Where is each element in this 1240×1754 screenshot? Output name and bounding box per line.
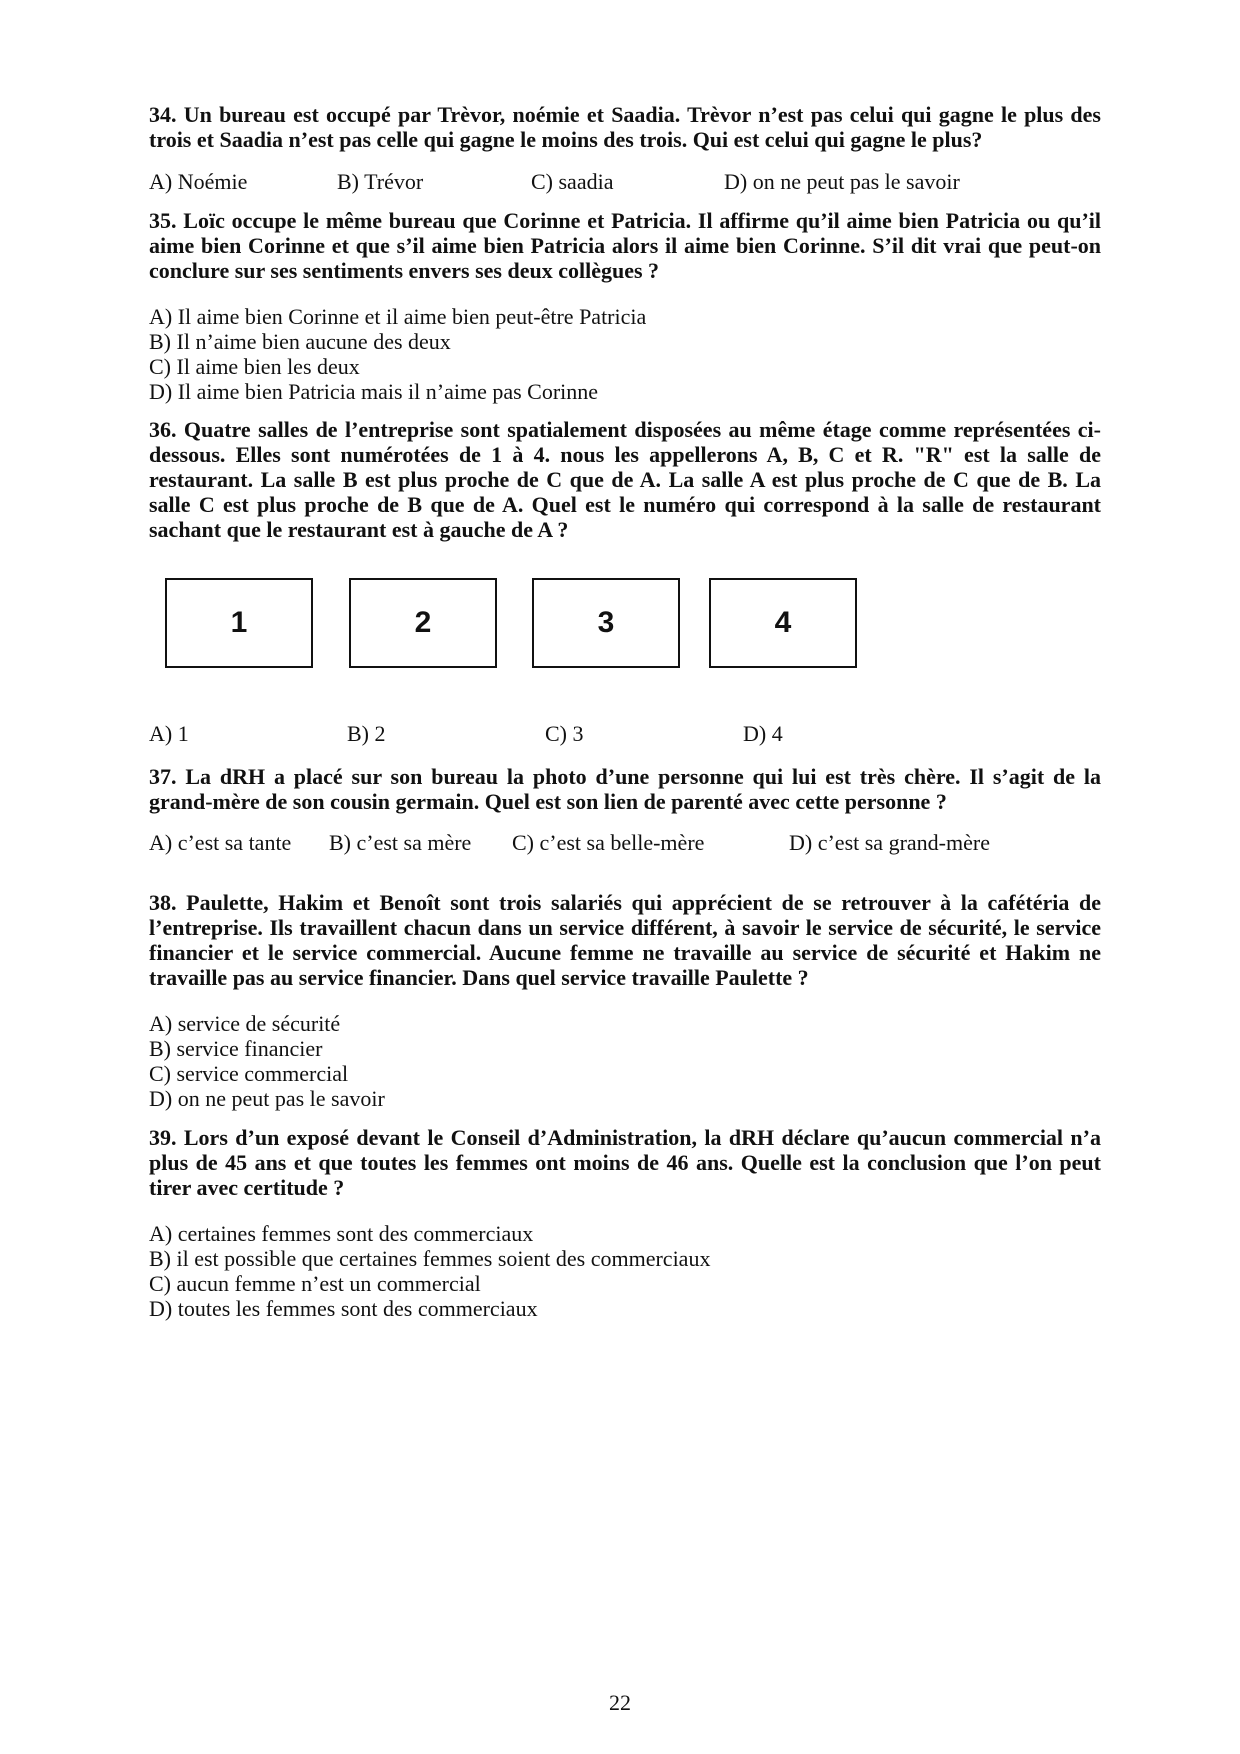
option-b: B) Il n’aime bien aucune des deux	[149, 329, 451, 354]
room-1: 1	[165, 578, 313, 668]
question-39-options	[149, 1221, 1101, 1321]
question-39	[149, 1125, 1101, 1321]
room-diagram	[149, 578, 1101, 670]
question-39-text: 39. Lors d’un exposé devant le Conseil d’Administration, la dRH déclare qu’aucun commercial n’a plus de 45 ans et que toutes les femmes ont moins de 46 ans. Quelle est la conclusion que l’on peut tirer avec certitude ?	[149, 1125, 1101, 1200]
option-d: D) on ne peut pas le savoir	[724, 169, 960, 194]
room-3: 3	[532, 578, 680, 668]
option-d: D) Il aime bien Patricia mais il n’aime pas Corinne	[149, 379, 599, 404]
page-number: 22	[609, 1690, 631, 1715]
question-35	[149, 208, 1101, 404]
option-c: C) saadia	[531, 169, 614, 194]
question-38	[149, 890, 1101, 1111]
option-b: B) Trévor	[337, 169, 424, 194]
option-b: B) c’est sa mère	[329, 830, 472, 855]
question-35-text: 35. Loïc occupe le même bureau que Corinne et Patricia. Il affirme qu’il aime bien Patricia ou qu’il aime bien Corinne et que s’il aime bien Patricia alors il aime bien Corinne. S’il dit vrai que peut-on conclure sur ses sentiments envers ses deux collègues ?	[149, 208, 1101, 283]
question-36-text: 36. Quatre salles de l’entreprise sont spatialement disposées au même étage comme représentées ci-dessous. Elles sont numérotées de 1 à 4. nous les appellerons A, B, C et R. "R" est la salle de restaurant. La salle B est plus proche de C que de A. La salle A est plus proche de C que de B. La salle C est plus proche de B que de A. Quel est le numéro qui correspond à la salle de restaurant sachant que le restaurant est à gauche de A ?	[149, 417, 1101, 542]
question-38-options	[149, 1011, 1101, 1111]
option-c: C) c’est sa belle-mère	[512, 830, 705, 855]
option-a: A) certaines femmes sont des commerciaux	[149, 1221, 534, 1246]
question-37-options	[149, 830, 1101, 856]
question-37-text: 37. La dRH a placé sur son bureau la photo d’une personne qui lui est très chère. Il s’agit de la grand-mère de son cousin germain. Quel est son lien de parenté avec cette personne ?	[149, 764, 1101, 814]
option-d: D) on ne peut pas le savoir	[149, 1086, 385, 1111]
question-36	[149, 417, 1101, 747]
option-a: A) service de sécurité	[149, 1011, 341, 1036]
option-a: A) 1	[149, 721, 189, 746]
option-d: D) c’est sa grand-mère	[789, 830, 990, 855]
option-c: C) Il aime bien les deux	[149, 354, 360, 379]
option-c: C) 3	[545, 721, 584, 746]
option-a: A) Il aime bien Corinne et il aime bien peut-être Patricia	[149, 304, 647, 329]
question-37	[149, 764, 1101, 856]
question-34	[149, 102, 1101, 195]
document-page	[149, 102, 1101, 1321]
option-c: C) aucun femme n’est un commercial	[149, 1271, 481, 1296]
option-c: C) service commercial	[149, 1061, 349, 1086]
option-b: B) il est possible que certaines femmes soient des commerciaux	[149, 1246, 711, 1271]
question-38-text: 38. Paulette, Hakim et Benoît sont trois salariés qui apprécient de se retrouver à la cafétéria de l’entreprise. Ils travaillent chacun dans un service différent, à savoir le service de sécurité, le service financier et le service commercial. Aucune femme ne travaille au service de sécurité et Hakim ne travaille pas au service financier. Dans quel service travaille Paulette ?	[149, 890, 1101, 990]
question-34-text: 34. Un bureau est occupé par Trèvor, noémie et Saadia. Trèvor n’est pas celui qui gagne le plus des trois et Saadia n’est pas celle qui gagne le moins des trois. Qui est celui qui gagne le plus?	[149, 102, 1101, 152]
option-a: A) c’est sa tante	[149, 830, 292, 855]
option-a: A) Noémie	[149, 169, 248, 194]
room-2: 2	[349, 578, 497, 668]
option-b: B) 2	[347, 721, 386, 746]
option-b: B) service financier	[149, 1036, 323, 1061]
room-4: 4	[709, 578, 857, 668]
option-d: D) toutes les femmes sont des commerciaux	[149, 1296, 538, 1321]
option-d: D) 4	[743, 721, 783, 746]
question-34-options	[149, 169, 1101, 195]
question-35-options	[149, 304, 1101, 404]
question-36-options	[149, 721, 1101, 747]
